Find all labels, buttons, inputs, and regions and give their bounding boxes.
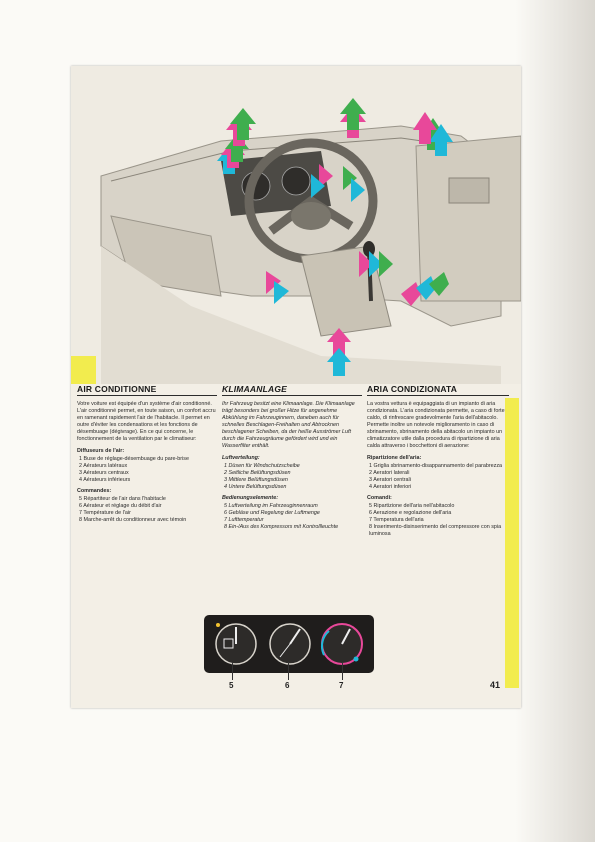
list-item: 5 Répartiteur de l'air dans l'habitacle — [79, 496, 166, 502]
list-item: 5 Ripartizione dell'aria nell'abitacolo — [369, 503, 455, 509]
column-italian — [367, 384, 509, 541]
label-knob-7: 7 — [339, 681, 344, 690]
list-item: 8 Inserimento-disinserimento del compressore con spia luminosa — [369, 524, 502, 537]
list-item: 4 Aérateurs inférieurs — [79, 477, 131, 483]
list-item: 1 Griglia sbrinamento-disappannamento del parabrezza — [369, 463, 503, 469]
list-item: 4 Aeratori inferiori — [369, 484, 412, 490]
list-item: 5 Luftverteilung im Fahrzeuginnenraum — [224, 503, 318, 509]
vents-title-french: Diffuseurs de l'air: — [77, 448, 125, 454]
lead-line-5 — [232, 662, 233, 680]
list-item: 1 Düsen für Windschutzscheibe — [224, 463, 300, 469]
car-interior-drawing — [71, 66, 521, 384]
list-item: 3 Mittlere Belüftungsdüsen — [224, 477, 288, 483]
scan-edge-shadow — [515, 0, 595, 842]
label-knob-5: 5 — [229, 681, 234, 690]
controls-title-german: Bedienungselemente: — [222, 495, 279, 501]
list-item: 2 Aeratori laterali — [369, 470, 410, 476]
heading-italian: ARIA CONDIZIONATA — [367, 384, 509, 396]
list-item: 3 Aérateurs centraux — [79, 470, 129, 476]
vents-list-italian — [367, 463, 509, 491]
list-item: 7 Lufttemperatur — [224, 517, 264, 523]
list-item: 6 Aerazione e regolazione dell'aria — [369, 510, 452, 516]
list-item: 2 Seitliche Belüftungsdüsen — [224, 470, 291, 476]
climate-control-panel — [204, 615, 374, 673]
list-item: 4 Untere Belüftungsdüsen — [224, 484, 287, 490]
yellow-corner-marker — [71, 356, 96, 384]
controls-list-french — [77, 496, 217, 524]
intro-italian: La vostra vettura è equipaggiata di un impianto di aria condizionata. L'aria condizionata permette, a caso di forte caldo, di rinfrescare gradevolmente l'aria dell'abitacolo. Permette inoltre un notevole miglioramento in caso di sbrinamento, sbrinamento della abitacolo un impianto un climatizzatore utile dalla procedura di ripartizione di aria calda attraverso i bocchettoni di aerazione: — [367, 401, 505, 449]
list-item: 7 Temperatura dell'aria — [369, 517, 424, 523]
list-item: 1 Buse de réglage-désembuage du pare-brise — [79, 456, 189, 462]
heading-german: KLIMAANLAGE — [222, 384, 362, 396]
lead-line-6 — [288, 662, 289, 680]
yellow-page-tab — [505, 398, 519, 688]
list-item: 8 Marche-arrêt du conditionneur avec témoin — [79, 517, 187, 523]
page-number: 41 — [490, 680, 501, 690]
manual-page — [71, 66, 521, 708]
list-item: 8 Ein-/Aus des Kompressors mit Kontrollleuchte — [224, 524, 339, 530]
list-item: 3 Aeratori centrali — [369, 477, 411, 483]
label-knob-6: 6 — [285, 681, 290, 690]
list-item: 2 Aérateurs latéraux — [79, 463, 128, 469]
column-french — [77, 384, 217, 527]
intro-french: Votre voiture est équipée d'un système d'air conditionné. L'air conditionné permet, en toute saison, un confort accru en ramenant rapidement l'air de l'habitacle. Il permet en outre d'éviter les condensations et les fonctions de désembuage (dégivrage). En ce qui concerne, le fonctionnement de la ventilation par le climatiseur: — [77, 401, 216, 442]
intro-german: Ihr Fahrzeug besitzt eine Klimaanlage. Die Klimaanlage trägt besonders bei großer Hitze für angenehme Abkühlung im Fahrzeuginnern, daneben auch für schnelles Beschlagen-Freihalten und Abtrocknen beschlagener Scheiben, da der heiße Ausströmer Luft durch die Fahrzeugräume gefördert wird und ein Wasserfilter enthält. — [222, 401, 355, 449]
list-item: 6 Gebläse und Regelung der Luftmenge — [224, 510, 320, 516]
vents-list-french — [77, 456, 217, 484]
controls-title-italian: Comandi: — [367, 495, 392, 501]
dashboard-illustration — [71, 66, 521, 384]
controls-title-french: Commandes: — [77, 488, 112, 494]
controls-list-italian — [367, 503, 509, 538]
list-item: 6 Aérateur et réglage du débit d'air — [79, 503, 162, 509]
lead-line-7 — [342, 662, 343, 680]
vents-list-german — [222, 463, 362, 491]
heading-french: AIR CONDITIONNE — [77, 384, 217, 396]
vents-title-italian: Ripartizione dell'aria: — [367, 455, 422, 461]
text-area — [75, 384, 515, 644]
list-item: 7 Température de l'air — [79, 510, 131, 516]
column-german — [222, 384, 362, 534]
controls-list-german — [222, 503, 362, 531]
vents-title-german: Luftverteilung: — [222, 455, 260, 461]
control-knobs-drawing — [204, 615, 374, 673]
